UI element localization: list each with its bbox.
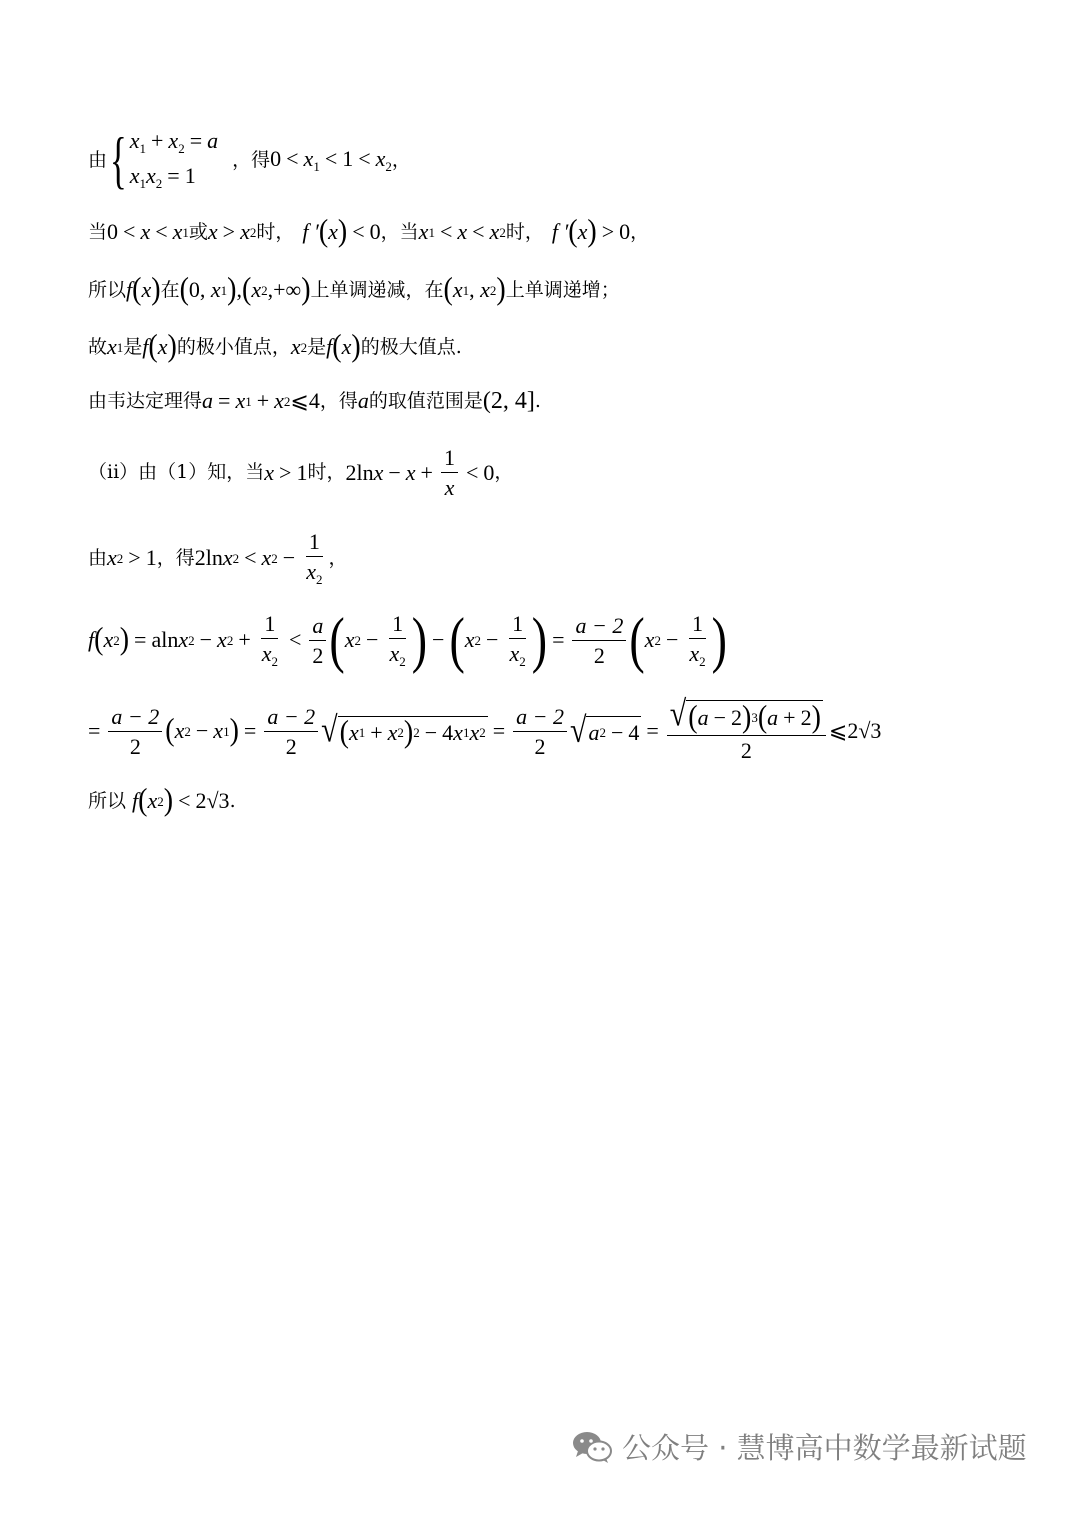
solution-line-4: 故 x 1 是 f ( x ) 的极小值点， x 2 是 f ( x ) 的极大值点. — [88, 328, 462, 365]
text: 所以 — [88, 278, 127, 301]
text: ， — [630, 220, 650, 243]
text: 时， — [307, 461, 346, 484]
text: 上单调递减，在 — [310, 278, 444, 301]
system-eq-2: $x_1x_2 = 1$ — [129, 163, 196, 191]
solution-line-6: （ii）由（1）知，当 x > 1 时， 2ln x − x + $\frac{1}{x}$ < 0 ， — [88, 445, 514, 501]
text: . — [229, 789, 236, 812]
solution-line-2: 当 0 < x < x 1 或 x > x 2 时， f ′ ( x ) < 0 ，当 x 1 < x < x 2 时， f ′ ( x ) > 0 ， — [88, 213, 650, 250]
text: . — [534, 389, 541, 412]
wechat-icon — [572, 1430, 612, 1464]
text: ，得 — [156, 546, 195, 569]
text: 时， — [256, 220, 295, 243]
fraction: $\frac{1}{x}$ — [441, 446, 458, 499]
text: 由韦达定理得 — [88, 389, 203, 412]
text: ，得 — [319, 389, 358, 412]
text: 由 — [88, 546, 108, 569]
text: 上单调递增； — [505, 278, 620, 301]
watermark-text: 公众号 · 慧博高中数学最新试题 — [622, 1431, 1027, 1465]
equation-system — [107, 124, 219, 195]
text: 所以 — [88, 789, 127, 812]
text: 故 — [88, 335, 108, 358]
text: 在 — [160, 278, 180, 301]
text: 是 — [123, 335, 143, 358]
text: 由 — [88, 148, 108, 171]
solution-line-3: 所以 f ( x ) 在 ( 0 , x 1 ) , ( x 2 , +∞ ) 上单调递减，在 ( x 1 , x 2 ) 上单调递增； — [88, 271, 620, 308]
solution-line-9: = $\frac{a - 2}{2}$ ( x 2 − x 1 ) = $\frac{a - 2}{2}$ √ ( x 1 + x 2 ) 2 − 4 x 1 x 2 = $\frac{a - 2}{2}$ √ a 2 − 4 = √ ( a − 2 ) 3 ( a + 2 ) 2 ⩽ 2√3 — [88, 694, 882, 764]
text: 或 — [188, 220, 208, 243]
text: 当 — [88, 220, 108, 243]
fraction: $\frac{1}{x_2}$ — [306, 529, 323, 588]
square-root: √ ( x 1 + x 2 ) 2 − 4 x 1 x 2 — [321, 710, 486, 750]
range-interval: (2, 4] — [482, 388, 535, 414]
left-brace: { — [109, 124, 127, 195]
text: 的取值范围是 — [368, 389, 483, 412]
text: 的极小值点， — [176, 335, 291, 358]
text: 是 — [307, 335, 327, 358]
solution-line-8: f ( x 2 ) = aln x 2 − x 2 + $\frac{1}{x_2}$ < $\frac{a}{2}$ ( x 2 − $\frac{1}{x_2}$ ) − ( x 2 − $\frac{1}{x_2}$ ) = $\frac{a - 2}{2}$ ( x 2 − $\frac{1}{x_2}$ ) — [88, 605, 727, 675]
solution-line-1 — [88, 124, 411, 195]
system-eq-1: $x_1 + x_2 = a$ — [129, 128, 219, 156]
text: （ii）由（1）知，当 — [88, 461, 265, 484]
text: ， — [328, 546, 348, 569]
text: 的极大值点. — [360, 335, 462, 358]
solution-line-10: 所以 f ( x 2 ) < 2√3 . — [88, 782, 236, 819]
text: ， — [391, 148, 411, 171]
text: ， — [494, 461, 514, 484]
text: ，得 — [232, 148, 271, 171]
solution-line-7: 由 x 2 > 1 ，得 2ln x 2 < x 2 − $\frac{1}{x_2}$ ， — [88, 529, 348, 588]
text: ，当 — [380, 220, 419, 243]
square-root: √ a 2 − 4 — [569, 710, 640, 751]
text: 时， — [505, 220, 544, 243]
solution-line-5: 由韦达定理得 a = x 1 + x 2 ⩽ 4 ，得 a 的取值范围是 (2, 4] . — [88, 388, 541, 414]
inequality: $0 < x_1 < 1 < x_2$ — [270, 145, 392, 174]
wechat-watermark — [572, 1426, 1027, 1467]
